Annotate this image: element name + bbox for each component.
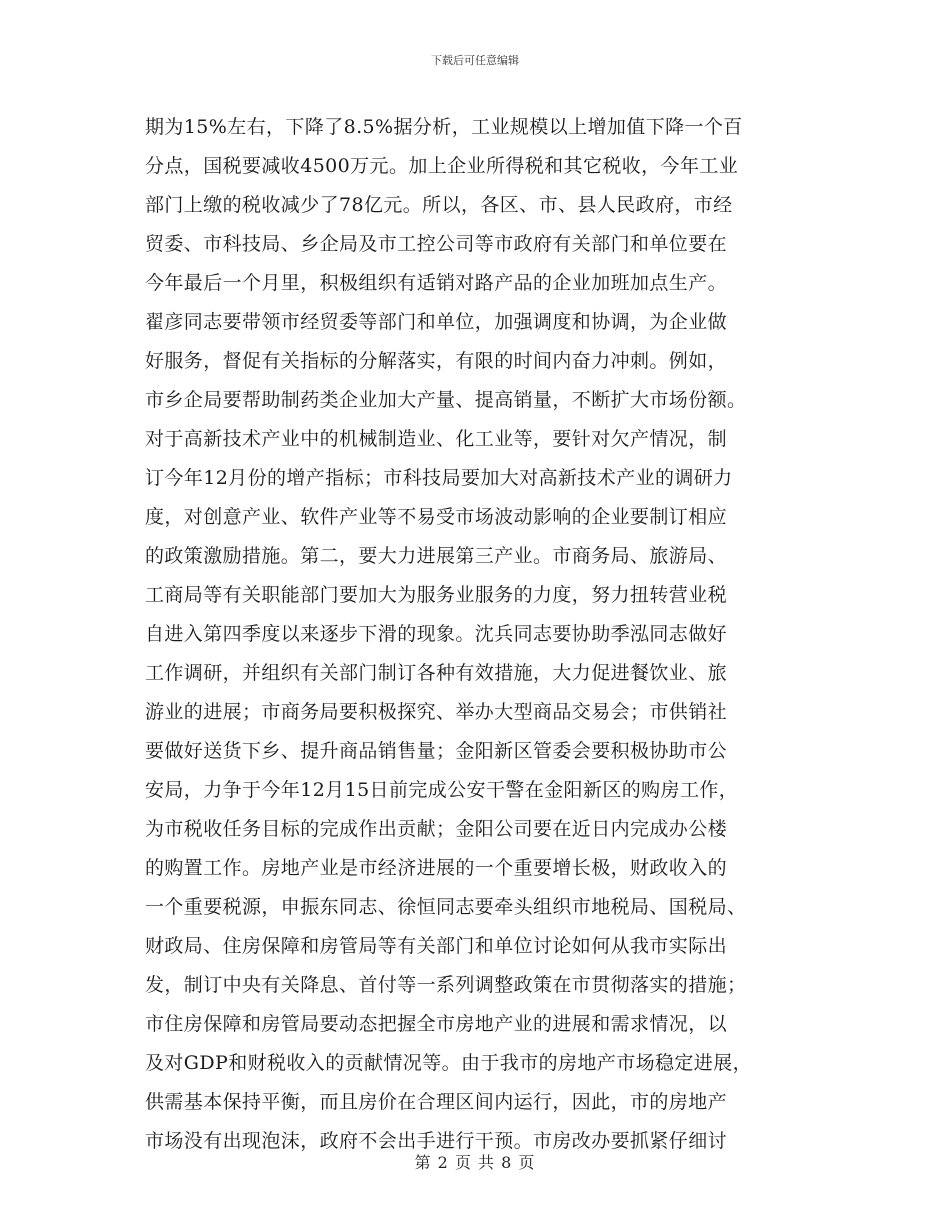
text-line: 部门上缴的税收减少了78亿元。所以，各区、市、县人民政府，市经 xyxy=(145,194,733,216)
text-line: 发，制订中央有关降息、首付等一系列调整政策在市贯彻落实的措施； xyxy=(145,974,747,996)
text-line: 的购置工作。房地产业是市经济进展的一个重要增长极，财政收入的 xyxy=(145,857,728,879)
text-line: 度，对创意产业、软件产业等不易受市场波动影响的企业要制订相应 xyxy=(145,506,728,528)
text-line: 及对GDP和财税收入的贡献情况等。由于我市的房地产市场稳定进展， xyxy=(145,1052,752,1074)
text-line: 对于高新技术产业中的机械制造业、化工业等，要针对欠产情况，制 xyxy=(145,428,728,450)
text-line: 好服务，督促有关指标的分解落实，有限的时间内奋力冲刺。例如， xyxy=(145,350,728,372)
text-line: 要做好送货下乡、提升商品销售量；金阳新区管委会要积极协助市公 xyxy=(145,740,728,762)
text-line: 自进入第四季度以来逐步下滑的现象。沈兵同志要协助季泓同志做好 xyxy=(145,623,728,645)
text-line: 期为15%左右，下降了8.5%据分析，工业规模以上增加值下降一个百 xyxy=(145,116,743,138)
text-line: 工商局等有关职能部门要加大为服务业服务的力度，努力扭转营业税 xyxy=(145,584,728,606)
text-line: 安局，力争于今年12月15日前完成公安干警在金阳新区的购房工作， xyxy=(145,779,739,801)
body-text xyxy=(145,108,805,1161)
text-line: 市住房保障和房管局要动态把握全市房地产业的进展和需求情况，以 xyxy=(145,1013,728,1035)
text-line: 财政局、住房保障和房管局等有关部门和单位讨论如何从我市实际出 xyxy=(145,935,728,957)
text-line: 市场没有出现泡沫，政府不会出手进行干预。市房改办要抓紧仔细讨 xyxy=(145,1130,728,1152)
text-line: 一个重要税源，申振东同志、徐恒同志要牵头组织市地税局、国税局、 xyxy=(145,896,747,918)
page-footer: 第 2 页 共 8 页 xyxy=(414,1153,536,1172)
text-line: 为市税收任务目标的完成作出贡献；金阳公司要在近日内完成办公楼 xyxy=(145,818,728,840)
text-line: 游业的进展；市商务局要积极探究、举办大型商品交易会；市供销社 xyxy=(145,701,728,723)
text-line: 翟彦同志要带领市经贸委等部门和单位，加强调度和协调，为企业做 xyxy=(145,311,728,333)
text-line: 贸委、市科技局、乡企局及市工控公司等市政府有关部门和单位要在 xyxy=(145,233,728,255)
text-line: 订今年12月份的增产指标；市科技局要加大对高新技术产业的调研力 xyxy=(145,467,733,489)
text-line: 分点，国税要减收4500万元。加上企业所得税和其它税收，今年工业 xyxy=(145,155,739,177)
text-line: 今年最后一个月里，积极组织有适销对路产品的企业加班加点生产。 xyxy=(145,272,728,294)
text-line: 供需基本保持平衡，而且房价在合理区间内运行，因此，市的房地产 xyxy=(145,1091,728,1113)
page-header: 下载后可任意编辑 xyxy=(431,54,519,67)
text-line: 市乡企局要帮助制药类企业加大产量、提高销量，不断扩大市场份额。 xyxy=(145,389,747,411)
text-line: 的政策激励措施。第二，要大力进展第三产业。市商务局、旅游局、 xyxy=(145,545,728,567)
text-line: 工作调研，并组织有关部门制订各种有效措施，大力促进餐饮业、旅 xyxy=(145,662,728,684)
